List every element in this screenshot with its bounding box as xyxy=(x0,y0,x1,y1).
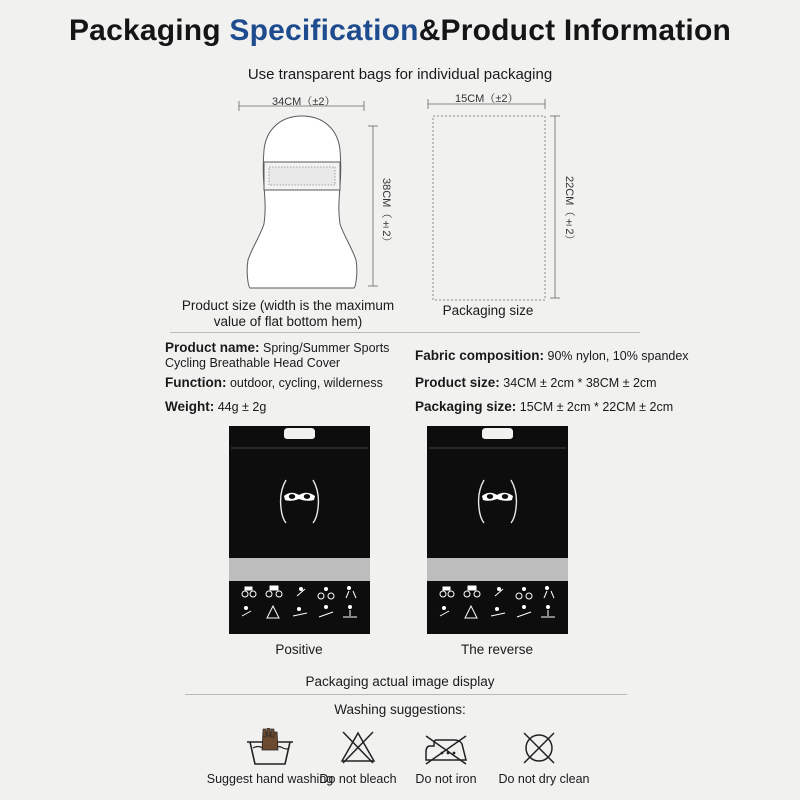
weight-info xyxy=(165,399,266,415)
package-front-image xyxy=(229,426,370,634)
subtitle: Use transparent bags for individual packaging xyxy=(247,66,553,83)
package-width-dim: 15CM（±2） xyxy=(455,93,519,105)
weight-label: Weight: xyxy=(165,399,215,414)
fabric-value: 90% nylon, 10% spandex xyxy=(544,349,689,363)
product-name-value-2: Cycling Breathable Head Cover xyxy=(165,356,341,370)
packaging-size-info xyxy=(415,399,673,415)
product-diagram xyxy=(236,90,396,320)
product-size-caption xyxy=(168,298,408,330)
package-height-dim: 22CM（±2） xyxy=(563,176,575,246)
back-label: The reverse xyxy=(460,642,534,657)
title-part-1: Packaging xyxy=(68,14,230,47)
product-name-value: Spring/Summer Sports xyxy=(259,341,390,355)
product-size-value: 34CM ± 2cm * 38CM ± 2cm xyxy=(499,376,657,390)
page-title xyxy=(0,14,800,48)
product-height-dim: 38CM（±2） xyxy=(380,178,392,248)
fabric-info xyxy=(415,348,689,364)
title-part-2: &Product Information xyxy=(418,14,732,47)
packaging-diagram xyxy=(425,90,590,310)
product-width-dim: 34CM（±2） xyxy=(272,96,336,108)
caption-line-1: Product size (width is the maximum xyxy=(181,298,395,313)
packaging-size-label: Packaging size: xyxy=(415,399,517,414)
no-dry-clean-label: Do not dry clean xyxy=(498,772,590,786)
caption-line-2: value of flat bottom hem) xyxy=(213,314,363,329)
packaging-size-caption: Packaging size xyxy=(442,303,534,318)
weight-value: 44g ± 2g xyxy=(214,400,267,414)
function-value: outdoor, cycling, wilderness xyxy=(226,376,383,390)
no-iron-icon xyxy=(422,734,470,766)
function-label: Function: xyxy=(165,375,227,390)
no-bleach-icon xyxy=(340,730,376,766)
title-highlight: Specification xyxy=(229,14,419,47)
product-name-label: Product name: xyxy=(165,340,260,355)
package-front xyxy=(229,426,370,634)
balaclava-icon xyxy=(236,90,396,320)
package-back-image xyxy=(427,426,568,634)
no-iron-label: Do not iron xyxy=(415,772,477,786)
washing-title: Washing suggestions: xyxy=(334,702,466,717)
product-size-label: Product size: xyxy=(415,375,500,390)
display-caption: Packaging actual image display xyxy=(305,674,495,689)
product-size-info xyxy=(415,375,657,391)
divider-2 xyxy=(185,694,627,695)
no-dry-clean-icon xyxy=(521,730,557,766)
hand-wash-icon xyxy=(245,728,295,768)
function-info xyxy=(165,375,383,391)
divider xyxy=(170,332,640,333)
no-bleach-label: Do not bleach xyxy=(319,772,397,786)
front-label: Positive xyxy=(275,642,323,657)
product-name xyxy=(165,340,410,371)
hand-wash-label: Suggest hand washing xyxy=(206,772,334,786)
packaging-size-value: 15CM ± 2cm * 22CM ± 2cm xyxy=(516,400,674,414)
fabric-label: Fabric composition: xyxy=(415,348,545,363)
package-back xyxy=(427,426,568,634)
